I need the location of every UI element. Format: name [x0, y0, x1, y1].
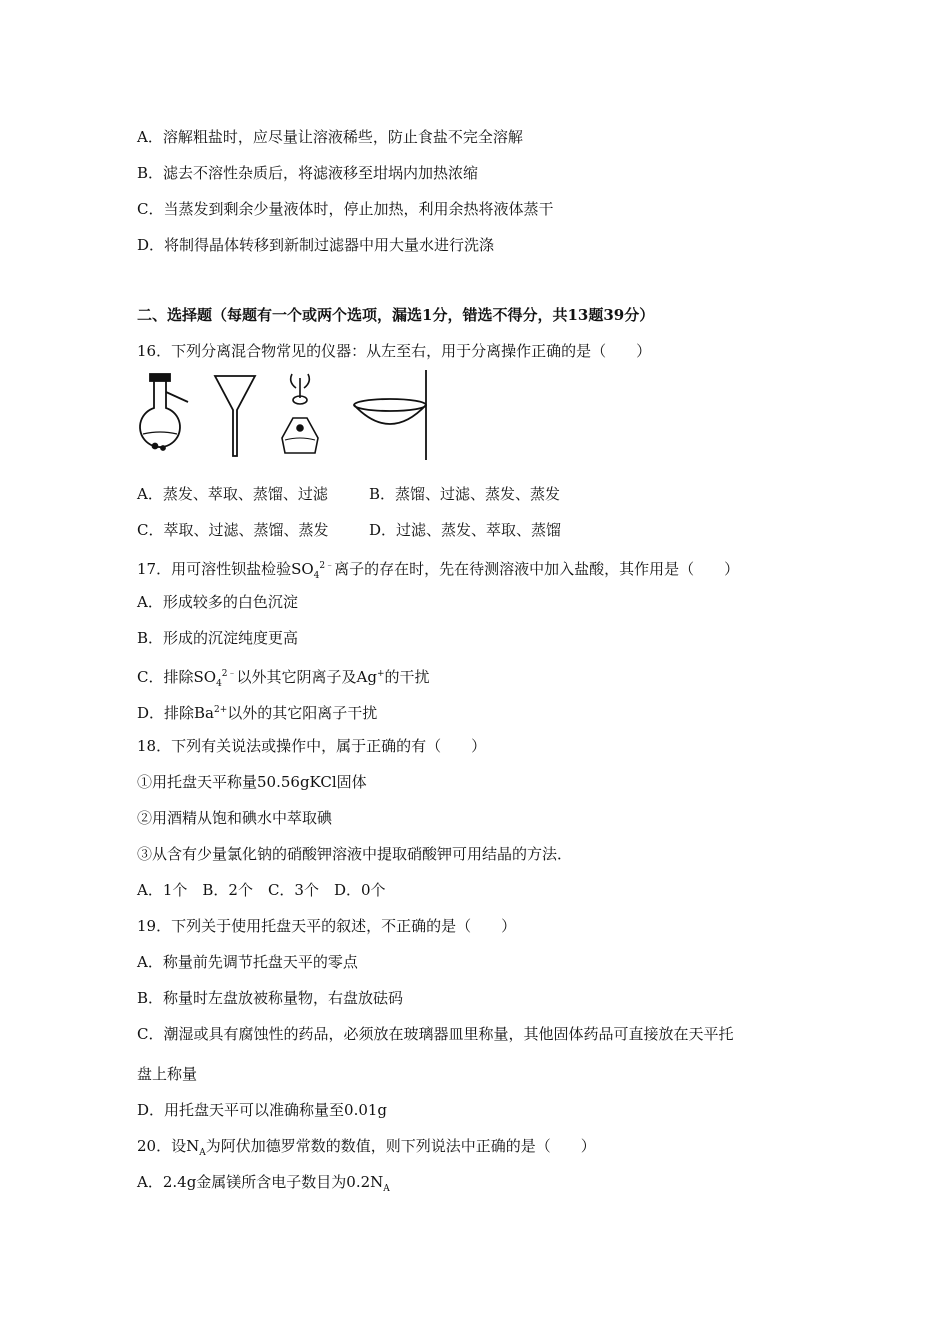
q17-option-d: D．排除$Ba^{2+}$以外的其它阳离子干扰: [137, 704, 378, 722]
q18-statement-3: ③从含有少量氯化钠的硝酸钾溶液中提取硝酸钾可用结晶的方法．: [137, 845, 573, 863]
q16-option-b: B．蒸馏、过滤、蒸发、蒸发: [369, 485, 561, 503]
distillation-flask-icon: [140, 374, 188, 450]
q15-option-d: D．将制得晶体转移到新制过滤器中用大量水进行洗涤: [137, 236, 495, 254]
q15-option-b: B．滤去不溶性杂质后，将滤液移至坩埚内加热浓缩: [137, 164, 479, 182]
funnel-icon: [215, 376, 255, 456]
section-heading: 二、选择题（每题有一个或两个选项，漏选1分，错选不得分，共13题39分）: [137, 306, 655, 324]
q19-option-c-line1: C．潮湿或具有腐蚀性的药品，必须放在玻璃器皿里称量，其他固体药品可直接放在天平托: [137, 1025, 734, 1043]
q18-statement-1: ①用托盘天平称量50.56gKCl固体: [137, 773, 367, 791]
q16-option-a: A．蒸发、萃取、蒸馏、过滤: [137, 485, 328, 503]
q19-option-b: B．称量时左盘放被称量物，右盘放砝码: [137, 989, 404, 1007]
q17-option-b: B．形成的沉淀纯度更高: [137, 629, 299, 647]
q17-option-a: A．形成较多的白色沉淀: [137, 593, 298, 611]
q16-stem: 16．下列分离混合物常见的仪器：从左至右，用于分离操作正确的是（ ）: [137, 342, 652, 360]
apparatus-figure: [130, 368, 440, 463]
q20-stem: 20．设$N_A$为阿伏加德罗常数的数值，则下列说法中正确的是（ ）: [137, 1137, 596, 1158]
q19-option-d: D．用托盘天平可以准确称量至0.01g: [137, 1101, 388, 1119]
q15-option-a: A．溶解粗盐时，应尽量让溶液稀些，防止食盐不完全溶解: [137, 128, 523, 146]
q18-options: A．1个 B．2个 C．3个 D．0个: [137, 881, 386, 899]
q16-option-c: C．萃取、过滤、蒸馏、蒸发: [137, 521, 329, 539]
q19-option-c-line2: 盘上称量: [137, 1065, 198, 1083]
q18-statement-2: ②用酒精从饱和碘水中萃取碘: [137, 809, 333, 827]
evaporating-dish-icon: [354, 370, 426, 460]
q17-option-c: C．排除$SO_4^{2﹣}$以外其它阴离子及Ag+的干扰: [137, 668, 430, 689]
q20-option-a: A．2.4g金属镁所含电子数目为$0.2N_A$: [137, 1173, 390, 1194]
q16-option-d: D．过滤、蒸发、萃取、蒸馏: [369, 521, 562, 539]
q15-option-c: C．当蒸发到剩余少量液体时，停止加热，利用余热将液体蒸干: [137, 200, 554, 218]
separatory-funnel-icon: [282, 374, 318, 453]
q18-stem: 18．下列有关说法或操作中，属于正确的有（ ）: [137, 737, 487, 755]
q17-stem: 17．用可溶性钡盐检验$SO_4^{2﹣}$离子的存在时，先在待测溶液中加入盐酸，其作用是（ ）: [137, 560, 740, 581]
q19-stem: 19．下列关于使用托盘天平的叙述，不正确的是（ ）: [137, 917, 517, 935]
q19-option-a: A．称量前先调节托盘天平的零点: [137, 953, 358, 971]
